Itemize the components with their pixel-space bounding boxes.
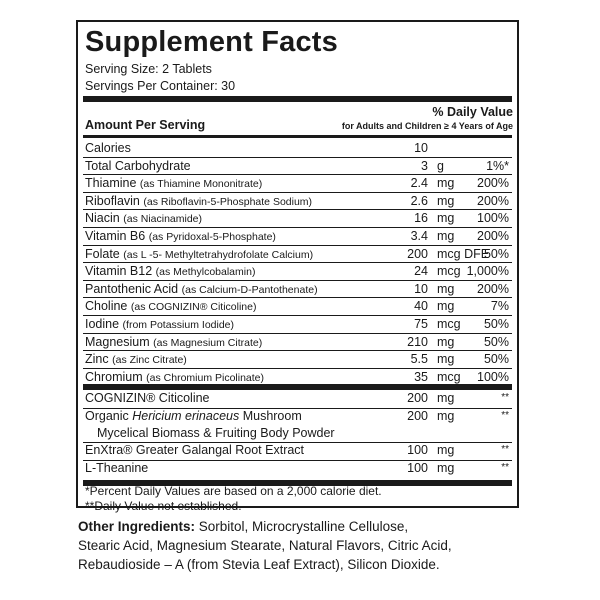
nutrient-daily-value: 1,000% [466,264,509,279]
nutrient-label: Riboflavin [85,193,140,208]
blend-amount: 200 [407,409,428,423]
nutrient-unit: g [437,158,444,173]
other-ingredients-line: Stearic Acid, Magnesium Stearate, Natural Flavors, Citric Acid, [78,538,452,553]
nutrient-daily-value: 200% [477,193,509,208]
nutrient-daily-value: 200% [477,281,509,296]
nutrient-label: Pantothenic Acid [85,281,179,296]
nutrient-source: (as Niacinamide) [123,213,203,226]
blend-unit: mg [437,409,455,423]
other-ingredients-line: Rebaudioside – A (from Stevia Leaf Extract), Silicon Dioxide. [78,557,440,572]
other-ingredients-label: Other Ingredients: [78,519,196,534]
blend-daily-value: ** [501,444,509,455]
nutrient-name [85,334,262,351]
nutrient-daily-value: 100% [477,369,509,384]
blend-row [83,390,512,408]
nutrient-source: (as Riboflavin-5-Phosphate Sodium) [143,195,313,208]
divider-thick [83,96,512,102]
nutrient-source: (as COGNIZIN® Citicoline) [130,301,257,314]
nutrient-amount: 75 [414,317,428,331]
nutrient-source: (as Zinc Citrate) [112,354,187,367]
blend-row [83,408,512,442]
nutrient-row [83,210,512,228]
nutrient-daily-value: 50% [483,352,509,367]
blend-unit: mg [437,461,455,475]
divider-medium [83,135,512,138]
nutrient-label: Magnesium [85,334,150,349]
footnote-not-established: **Daily Value not established. [85,499,242,513]
nutrient-amount: 10 [414,281,428,296]
nutrient-amount: 200 [407,246,428,261]
nutrient-label: Niacin [85,211,120,226]
nutrient-row [83,193,512,211]
nutrient-unit: mg [437,352,455,367]
nutrient-label: Zinc [85,352,109,367]
supplement-facts-panel [76,20,519,513]
nutrient-unit: mcg [437,264,461,279]
nutrient-row [83,298,512,316]
footnote-daily-values: *Percent Daily Values are based on a 2,000 calorie diet. [85,484,382,498]
nutrient-amount: 2.4 [410,176,428,191]
nutrient-unit: mg [437,211,455,226]
nutrient-unit: mg [437,176,455,191]
daily-value-label: % Daily Value [432,105,513,119]
blend-row [83,460,512,478]
blend-label-suffix: Mushroom [239,409,302,423]
nutrient-name [85,281,318,298]
nutrient-unit: mg [437,299,455,314]
nutrient-name [85,193,312,210]
nutrient-row [83,228,512,246]
other-ingredients [78,517,528,574]
blend-name: L-Theanine [85,461,149,475]
nutrient-unit: mcg [437,317,461,331]
nutrient-daily-value: 50% [483,246,509,261]
blend-row [83,442,512,460]
blend-label-italic: Hericium erinaceus [132,409,240,423]
nutrient-unit: mg [437,193,455,208]
nutrient-label: Choline [85,299,128,314]
nutrient-label: Thiamine [85,176,137,191]
nutrient-amount: 2.6 [410,193,428,208]
nutrient-name [85,316,234,333]
nutrient-amount: 5.5 [410,352,428,367]
blend-amount: 200 [407,391,428,405]
blend-daily-value: ** [501,462,509,473]
nutrient-name [85,263,255,280]
servings-per-container: Servings Per Container: 30 [85,79,236,93]
nutrient-amount: 40 [414,299,428,314]
nutrient-row [83,334,512,352]
nutrient-row [83,140,512,158]
nutrient-label: Iodine [85,317,120,331]
nutrient-unit: mg [437,334,455,349]
nutrient-source: (as Calcium-D-Pantothenate) [181,283,318,296]
nutrient-daily-value: 200% [477,176,509,191]
nutrient-label: Vitamin B6 [85,229,146,243]
nutrient-unit: mcg DFE [437,246,490,261]
nutrient-source: (as Chromium Picolinate) [146,371,265,384]
nutrient-label: Vitamin B12 [85,264,153,279]
nutrient-amount: 3.4 [410,229,428,243]
nutrient-daily-value: 1%* [486,158,509,173]
nutrient-label: Chromium [85,369,143,384]
blend-label-prefix: Organic [85,409,133,423]
blend-daily-value: ** [501,410,509,421]
nutrient-source: (as Magnesium Citrate) [153,336,263,349]
nutrient-amount: 35 [414,369,428,384]
nutrient-amount: 16 [414,211,428,226]
nutrient-name [85,210,202,227]
nutrient-source: (as L -5- Methyltetrahydrofolate Calcium) [123,248,314,261]
nutrient-row [83,351,512,369]
blend-name [85,408,302,424]
nutrient-amount: 3 [421,158,428,173]
nutrient-name [85,175,262,192]
nutrient-row [83,281,512,299]
nutrient-label: Folate [85,246,120,261]
nutrient-row [83,175,512,193]
nutrient-daily-value: 7% [490,299,509,314]
daily-value-header [342,105,513,131]
nutrient-name [85,228,276,245]
nutrient-amount: 210 [407,334,428,349]
nutrient-row [83,158,512,176]
nutrient-source: (as Pyridoxal-5-Phosphate) [148,231,276,243]
blend-name: COGNIZIN® Citicoline [85,391,210,405]
nutrient-source: (from Potassium Iodide) [122,319,235,331]
blend-daily-value: ** [501,392,509,403]
blend-unit: mg [437,443,455,457]
daily-value-sublabel: for Adults and Children ≥ 4 Years of Age [341,121,513,131]
nutrient-unit: mg [437,281,455,296]
amount-per-serving-header: Amount Per Serving [85,118,206,132]
nutrient-unit: mcg [437,369,461,384]
nutrient-amount: 24 [414,264,428,279]
nutrient-source: (as Thiamine Mononitrate) [139,178,263,191]
nutrient-row [83,246,512,264]
blend-amount: 100 [407,461,428,475]
nutrient-unit: mg [437,229,455,243]
nutrient-daily-value: 50% [483,334,509,349]
blend-unit: mg [437,391,455,405]
blend-amount: 100 [407,443,428,457]
nutrient-amount: 10 [414,141,428,155]
nutrient-name [85,140,131,156]
nutrient-source: (as Methylcobalamin) [155,266,256,279]
blend-label-line2: Mycelical Biomass & Fruiting Body Powder [97,426,335,440]
nutrient-row [83,263,512,281]
nutrient-name [85,246,313,263]
nutrient-label: Calories [85,141,131,155]
blend-name: EnXtra® Greater Galangal Root Extract [85,443,305,457]
nutrient-daily-value: 200% [477,229,509,243]
nutrient-daily-value: 100% [477,211,509,226]
panel-title: Supplement Facts [85,26,338,58]
nutrient-name [85,158,191,174]
nutrient-row [83,316,512,334]
nutrient-name [85,298,256,315]
serving-size: Serving Size: 2 Tablets [85,62,212,76]
other-ingredients-line: Sorbitol, Microcrystalline Cellulose, [195,519,409,534]
nutrient-label: Total Carbohydrate [85,158,191,173]
nutrient-daily-value: 50% [483,317,509,331]
nutrient-name [85,351,187,368]
